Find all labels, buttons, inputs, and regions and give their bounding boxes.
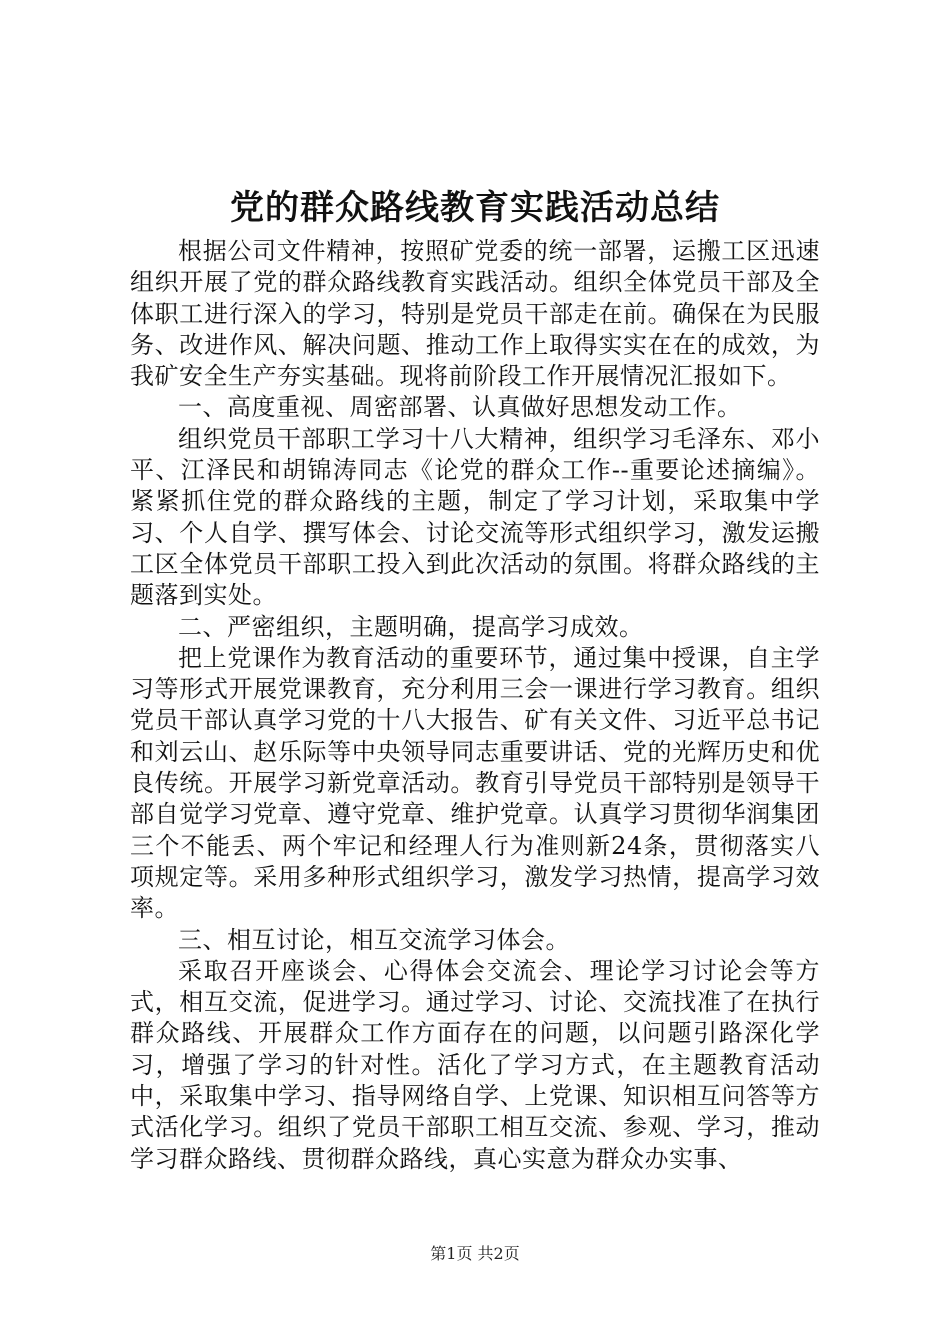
- section-heading-1: 一、高度重视、周密部署、认真做好思想发动工作。: [178, 393, 742, 422]
- section-heading-2: 二、严密组织，主题明确，提高学习成效。: [178, 612, 644, 641]
- paragraph-intro: 根据公司文件精神，按照矿党委的统一部署，运搬工区迅速组织开展了党的群众路线教育实践活动。组织全体党员干部及全体职工进行深入的学习，特别是党员干部走在前。确保在为民服务、改进作风、解决问题、推动工作上取得实实在在的成效，为我矿安全生产夯实基础。现将前阶段工作开展情况汇报如下。: [130, 237, 820, 391]
- paragraph-section-2: 把上党课作为教育活动的重要环节，通过集中授课，自主学习等形式开展党课教育，充分利用三会一课进行学习教育。组织党员干部认真学习党的十八大报告、矿有关文件、习近平总书记和刘云山、赵乐际等中央领导同志重要讲话、党的光辉历史和优良传统。开展学习新党章活动。教育引导党员干部特别是领导干部自觉学习党章、遵守党章、维护党章。认真学习贯彻华润集团三个不能丢、两个牢记和经理人行为准则新24条，贯彻落实八项规定等。采用多种形式组织学习，激发学习热情，提高学习效率。: [130, 643, 820, 923]
- page-number-footer: 第1页 共2页: [430, 1244, 520, 1263]
- section-heading-3: 三、相互讨论，相互交流学习体会。: [178, 925, 570, 954]
- document-body: [130, 236, 820, 1175]
- document-title: 党的群众路线教育实践活动总结: [230, 188, 720, 228]
- paragraph-section-1: 组织党员干部职工学习十八大精神，组织学习毛泽东、邓小平、江泽民和胡锦涛同志《论党的群众工作--重要论述摘编》。紧紧抓住党的群众路线的主题，制定了学习计划，采取集中学习、个人自学、撰写体会、讨论交流等形式组织学习，激发运搬工区全体党员干部职工投入到此次活动的氛围。将群众路线的主题落到实处。: [130, 424, 820, 610]
- paragraph-section-3: 采取召开座谈会、心得体会交流会、理论学习讨论会等方式，相互交流，促进学习。通过学习、讨论、交流找准了在执行群众路线、开展群众工作方面存在的问题，以问题引路深化学习，增强了学习的针对性。活化了学习方式，在主题教育活动中，采取集中学习、指导网络自学、上党课、知识相互问答等方式活化学习。组织了党员干部职工相互交流、参观、学习，推动学习群众路线、贯彻群众路线，真心实意为群众办实事、: [130, 956, 820, 1173]
